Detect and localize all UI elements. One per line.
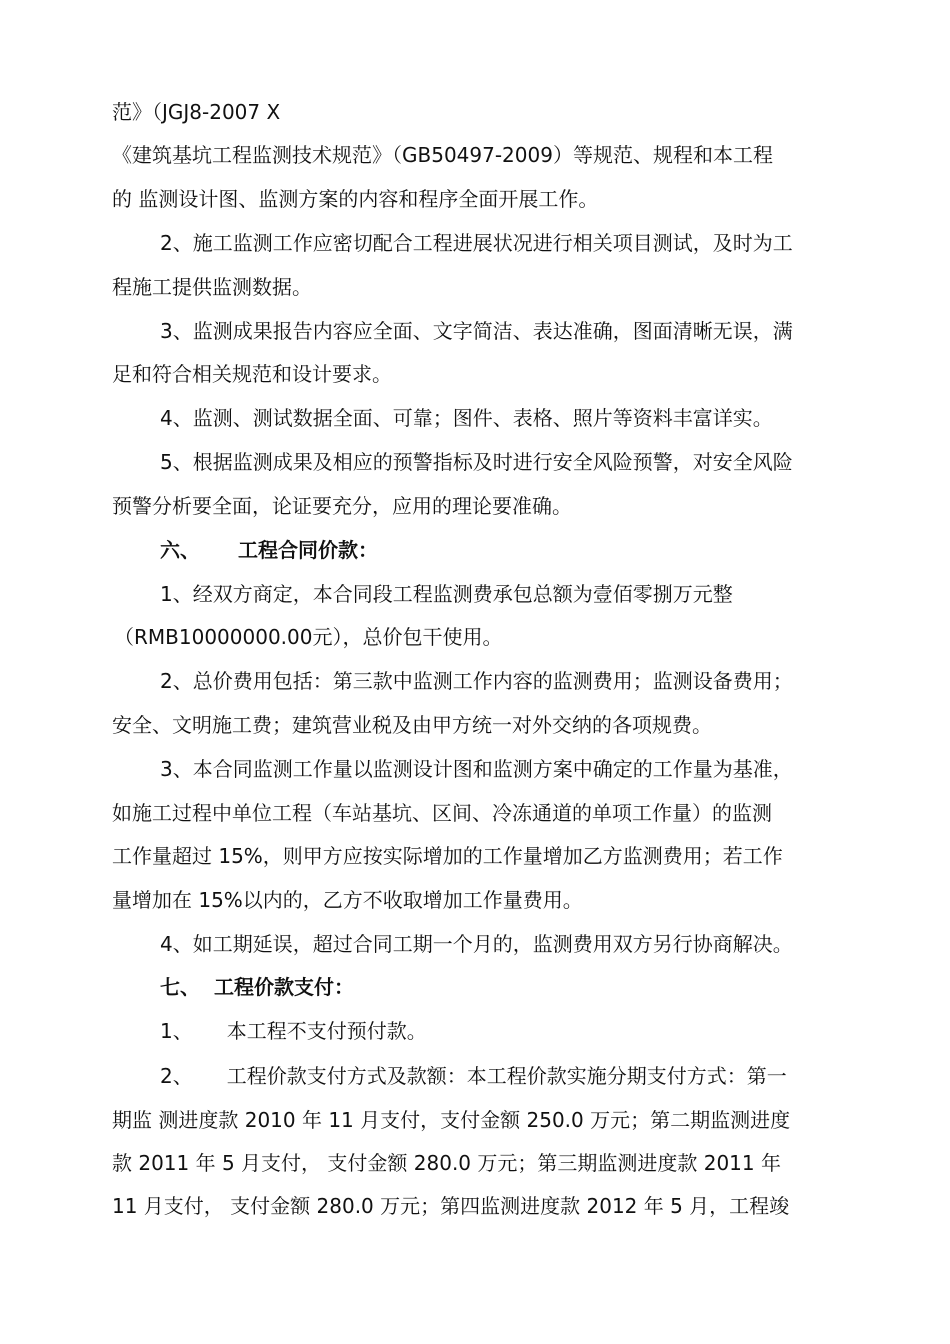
text-line: 3、监测成果报告内容应全面、文字简洁、表达准确，图面清晰无误，满 [160, 319, 793, 343]
section-heading [160, 535, 378, 565]
section-title: 工程合同价款： [238, 538, 378, 562]
text-line: 1、经双方商定，本合同段工程监测费承包总额为壹佰零捌万元整 [160, 582, 733, 606]
text-line: 范》（JGJ8-2007 X [112, 100, 281, 124]
section-number: 六、 [160, 538, 200, 562]
text-line: 工作量超过 15%，则甲方应按实际增加的工作量增加乙方监测费用；若工作 [112, 844, 783, 868]
text-line: 的 监测设计图、监测方案的内容和程序全面开展工作。 [112, 187, 599, 211]
text-line: 款 2011 年 5 月支付， 支付金额 280.0 万元；第三期监测进度款 2011 年 [112, 1151, 781, 1175]
text-line: 量增加在 15%以内的，乙方不收取增加工作量费用。 [112, 888, 583, 912]
text-line: 如施工过程中单位工程（车站基坑、区间、冷冻通道的单项工作量）的监测 [112, 801, 772, 825]
list-item [160, 1016, 427, 1046]
text-line: 4、如工期延误，超过合同工期一个月的，监测费用双方另行协商解决。 [160, 932, 793, 956]
text-line: 期监 测进度款 2010 年 11 月支付，支付金额 250.0 万元；第二期监测进度 [112, 1108, 791, 1132]
text-line: 4、监测、测试数据全面、可靠；图件、表格、照片等资料丰富详实。 [160, 406, 773, 430]
text-line: 2、施工监测工作应密切配合工程进展状况进行相关项目测试，及时为工 [160, 231, 793, 255]
text-line: 3、本合同监测工作量以监测设计图和监测方案中确定的工作量为基准， [160, 757, 793, 781]
section-heading [160, 972, 354, 1002]
text-line: 《建筑基坑工程监测技术规范》（GB50497-2009）等规范、规程和本工程 [112, 143, 773, 167]
text-line: 预警分析要全面，论证要充分，应用的理论要准确。 [112, 494, 572, 518]
list-item [160, 1061, 787, 1091]
text-line: 5、根据监测成果及相应的预警指标及时进行安全风险预警，对安全风险 [160, 450, 793, 474]
text-line: （RMB10000000.00元），总价包干使用。 [114, 625, 503, 649]
text-line: 足和符合相关规范和设计要求。 [112, 362, 392, 386]
section-number: 七、 [160, 975, 200, 999]
text-line: 安全、文明施工费；建筑营业税及由甲方统一对外交纳的各项规费。 [112, 713, 712, 737]
item-text: 工程价款支付方式及款额：本工程价款实施分期支付方式：第一 [226, 1064, 787, 1088]
text-line: 2、总价费用包括：第三款中监测工作内容的监测费用；监测设备费用； [160, 669, 793, 693]
item-number: 1、 [160, 1019, 193, 1043]
item-text: 本工程不支付预付款。 [226, 1019, 427, 1043]
text-line: 程施工提供监测数据。 [112, 275, 312, 299]
section-title: 工程价款支付： [214, 975, 354, 999]
text-line: 11 月支付， 支付金额 280.0 万元；第四监测进度款 2012 年 5 月，工程竣 [112, 1194, 790, 1218]
item-number: 2、 [160, 1064, 193, 1088]
